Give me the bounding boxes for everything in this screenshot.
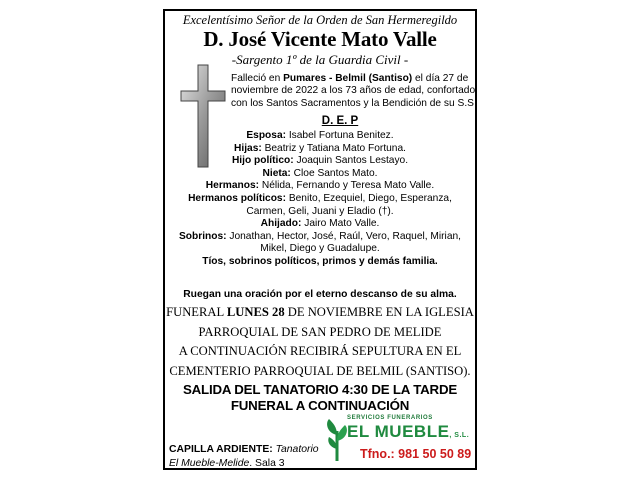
death-prefix: Falleció en: [231, 73, 284, 84]
death-line-2: noviembre de 2022 a los 73 años de edad, confortado: [231, 85, 476, 97]
order-title: Excelentísimo Señor de la Orden de San Hermeregildo: [182, 13, 458, 27]
obituary-notice: [163, 9, 477, 470]
deceased-rank: -Sargento 1º de la Guardia Civil -: [231, 52, 409, 67]
chapel-label: CAPILLA ARDIENTE:: [169, 444, 273, 455]
prayer-request: Ruegan una oración por el eterno descanso de su alma.: [183, 289, 457, 300]
family-line: Tíos, sobrinos políticos, primos y demás familia.: [202, 255, 438, 267]
funeral-home-logo: [325, 415, 475, 469]
family-line: Hermanos políticos: Benito, Ezequiel, Diego, Esperanza,: [188, 192, 452, 204]
dep-heading: D. E. P: [321, 115, 359, 127]
chapel-place-2: El Mueble-Melide: [169, 458, 250, 469]
chapel-room: . Sala 3: [249, 458, 285, 469]
chapel-info: [169, 443, 319, 471]
death-line-3: con los Santos Sacramentos y la Bendición de su S.S: [231, 97, 474, 109]
family-line: Ahijado: Jairo Mato Valle.: [260, 218, 380, 230]
funeral-details: [165, 303, 475, 381]
death-statement: [231, 73, 477, 110]
family-line: Nieta: Cloe Santos Mato.: [262, 167, 378, 179]
logo-phone: Tfno.: 981 50 50 89: [360, 447, 472, 461]
family-line: Hijas: Beatriz y Tatiana Mato Fortuna.: [234, 142, 406, 154]
family-line: Esposa: Isabel Fortuna Benitez.: [246, 130, 394, 141]
leaf-icon: [325, 417, 349, 461]
family-list: [171, 130, 469, 269]
family-line: Sobrinos: Jonathan, Hector, José, Raúl, Vero, Raquel, Mirian,: [179, 230, 461, 242]
family-line: Hermanos: Nélida, Fernando y Teresa Mato Valle.: [205, 180, 435, 192]
funeral-line-1: FUNERAL LUNES 28 DE NOVIEMBRE EN LA IGLESIA: [166, 305, 474, 319]
chapel-place-1: Tanatorio: [272, 444, 319, 455]
family-line: Carmen, Geli, Juani y Eladio (†).: [246, 205, 394, 217]
funeral-line-3: A CONTINUACIÓN RECIBIRÁ SEPULTURA EN EL: [178, 344, 462, 358]
departure-info: [165, 382, 475, 414]
funeral-line-4: CEMENTERIO PARROQUIAL DE BELMIL (SANTISO).: [169, 363, 471, 378]
family-line: Hijo político: Joaquin Santos Lestayo.: [231, 155, 409, 167]
family-line: Mikel, Diego y Guadalupe.: [260, 243, 380, 255]
logo-brand: EL MUEBLE, S.L.: [347, 422, 470, 441]
death-place: Pumares - Belmil (Santiso): [283, 73, 413, 84]
funeral-line-2: PARROQUIAL DE SAN PEDRO DE MELIDE: [198, 324, 442, 339]
departure-line-2: FUNERAL A CONTINUACIÓN: [230, 398, 410, 413]
departure-line-1: SALIDA DEL TANATORIO 4:30 DE LA TARDE: [182, 382, 458, 397]
death-date: el día 27 de: [412, 73, 469, 84]
deceased-name: D. José Vicente Mato Valle: [203, 27, 437, 51]
logo-tagline: SERVICIOS FUNERARIOS: [347, 415, 433, 421]
